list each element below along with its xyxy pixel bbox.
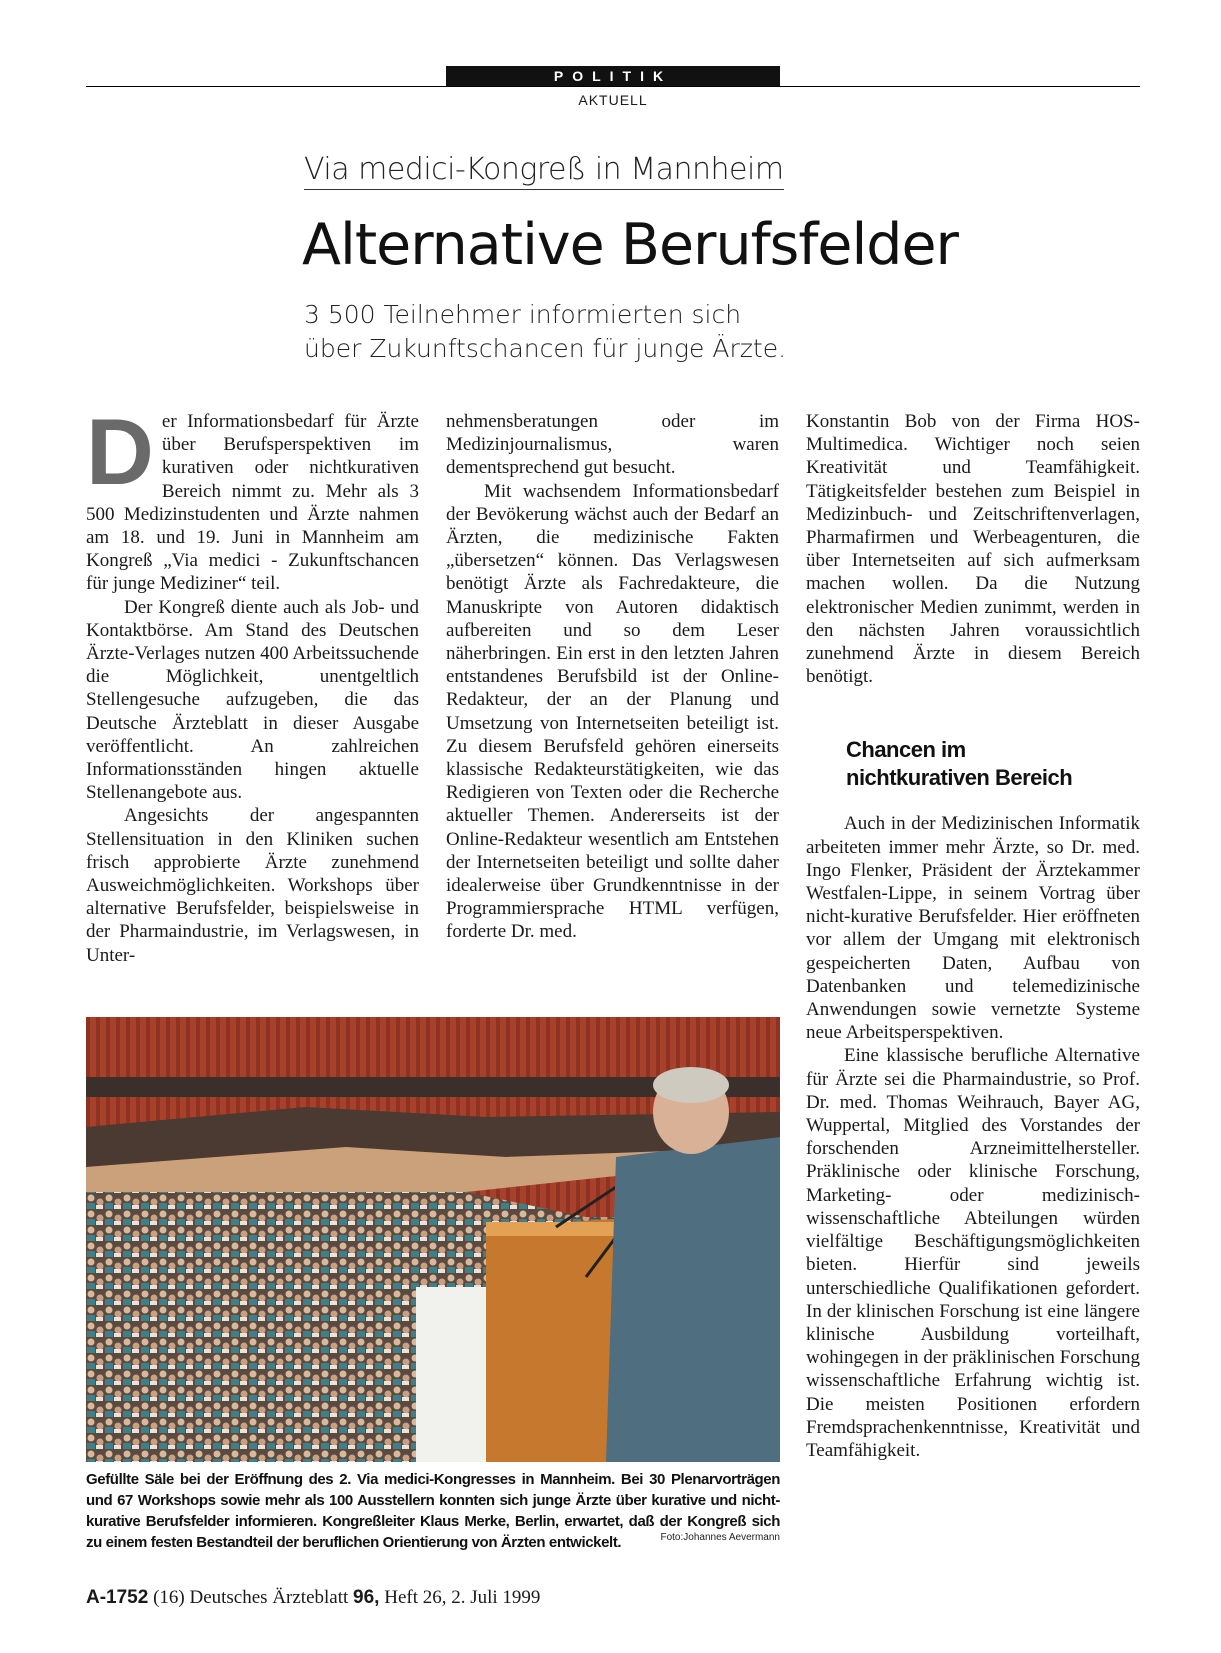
paragraph: Auch in der Medizinischen Informatik arbeiteten immer mehr Ärzte, so Dr. med. Ingo Flenker, Präsident der Ärztekammer Westfalen-Lippe, in seinem Vortrag über nicht-kurative Berufsfelder. Hier eröffneten vor allem der Umgang mit elektronisch gespeicherten Daten, Aufbau von Datenbanken und telemedizinische Anwendungen sowie vernetzte Systeme neue Arbeitsperspektiven.	[806, 813, 1140, 1044]
text-column-1	[86, 399, 419, 967]
footer-issue-prefix: (16) Deutsches Ärzteblatt	[153, 1587, 349, 1608]
subhead-line: nichtkurativen Bereich	[846, 765, 1073, 791]
subhead-line: Chancen im	[846, 737, 966, 763]
article-kicker: Via medici-Kongreß in Mannheim	[304, 152, 784, 190]
text-column-3	[806, 410, 1140, 1462]
paragraph: Der Kongreß diente auch als Job- und Kontaktbörse. Am Stand des Deutschen Ärzte-Verlages nutzen 400 Arbeitssuchende die Möglichkeit, unentgeltlich Stellengesuche aufzugeben, die das Deutsche Ärzteblatt in dieser Ausgabe veröffentlicht. An zahlreichen Informationsständen hingen aktuelle Stellenangebote aus.	[86, 596, 419, 804]
paragraph: Eine klassische berufliche Alternative für Ärzte sei die Pharmaindustrie, so Prof. Dr. med. Thomas Weihrauch, Bayer AG, Wuppertal, Mitglied des Vorstandes der forschenden Arzneimittelhersteller. Präklinische oder klinische Forschung, Marketing- oder medizinisch-wissenschaftliche Abteilungen würden vielfältige Beschäftigungsmöglichkeiten bieten. Hierfür sind jeweils unterschiedliche Qualifikationen gefordert. In der klinischen Forschung ist eine längere klinische Ausbildung vorteilhaft, wohingegen in der präklinischen Forschung wissenschaftliche Erfahrung wichtig ist. Die meisten Positionen erfordern Fremdsprachenkenntnisse, Kreativität und Teamfähigkeit.	[806, 1045, 1140, 1461]
page-footer	[86, 1587, 540, 1609]
subsection-label: AKTUELL	[578, 92, 648, 108]
teaser-line: 3 500 Teilnehmer informierten sich	[304, 300, 742, 329]
footer-issue-suffix: Heft 26, 2. Juli 1999	[384, 1587, 541, 1608]
photo-credit: Foto:Johannes Aevermann	[660, 1532, 780, 1543]
footer-volume: 96,	[353, 1587, 380, 1608]
article-subhead	[846, 736, 1140, 792]
article-headline: Alternative Berufsfelder	[302, 212, 958, 278]
header-rule	[86, 86, 1140, 87]
drop-cap: D	[86, 399, 154, 504]
photo-illustration	[86, 1017, 780, 1462]
section-label: POLITIK	[446, 66, 780, 86]
page-number: A-1752	[86, 1587, 149, 1608]
conference-photo	[86, 1017, 780, 1462]
article-teaser	[304, 298, 786, 366]
paragraph: Konstantin Bob von der Firma HOS-Multimedica. Wichtiger noch seien Kreativität und Teamfähigkeit. Tätigkeitsfelder bestehen zum Beispiel in Medizinbuch- und Zeitschriftenverlagen, Pharmafirmen und Werbeagenturen, die über Internetseiten auf sich aufmerksam machen wollen. Da die Nutzung elektronischer Medien zunimmt, werden in den nächsten Jahren voraussichtlich zunehmend Ärzte in diesem Bereich benötigt.	[806, 411, 1140, 688]
paragraph: Mit wachsendem Informationsbedarf der Bevökerung wächst auch der Bedarf an Ärzten, die medizinische Fakten „übersetzen“ können. Das Verlagswesen benötigt Ärzte als Fachredakteure, die Manuskripte von Autoren didaktisch aufbereiten und so dem Leser näherbringen. Ein erst in den letzten Jahren entstandenes Berufsbild ist der Online-Redakteur, der an der Planung und Umsetzung von Internetseiten beteiligt ist. Zu diesem Berufsfeld gehören einerseits klassische Redakteurstätigkeiten, wie das Redigieren von Texten oder die Recherche aktueller Themen. Andererseits ist der Online-Redakteur wesentlich am Entstehen der Internetseiten beteiligt und sollte daher idealerweise über Grundkenntnisse in der Programmiersprache HTML verfügen, forderte Dr. med.	[446, 480, 779, 943]
text-column-2	[446, 410, 779, 944]
paragraph: Angesichts der angespannten Stellensituation in den Kliniken suchen frisch approbierte Ärzte zunehmend Ausweichmöglichkeiten. Workshops über alternative Berufsfelder, beispielsweise in der Pharmaindustrie, im Verlagswesen, in Unter-	[86, 805, 419, 966]
photo-caption: Gefüllte Säle bei der Eröffnung des 2. Via medici-Kongresses in Mannheim. Bei 30 Plenarvorträgen und 67 Workshops sowie mehr als 100 Ausstellern konnten sich junge Ärzte über kurative und nicht-kurative Berufsfelder informieren. Kongreßleiter Klaus Merke, Berlin, erwartet, daß der Kongreß sich zu einem festen Bestandteil der beruflichen Orientierung von Ärzten entwickelt.	[86, 1471, 780, 1551]
paragraph: nehmensberatungen oder im Medizinjournalismus, waren dementsprechend gut besucht.	[446, 411, 779, 479]
speaker-jacket	[606, 1137, 780, 1462]
teaser-line: über Zukunftschancen für junge Ärzte.	[304, 334, 787, 363]
paragraph-text: er Informationsbedarf für Ärzte über Berufsperspektiven im kurativen oder nichtkurativen Bereich nimmt zu. Mehr als 3 500 Medizinstudenten und Ärzte nahmen am 18. und 19. Juni in Mannheim am Kongreß „Via medici - Zukunftschancen für junge Mediziner“ teil.	[86, 411, 419, 595]
speaker-hair	[653, 1067, 729, 1103]
paragraph	[86, 399, 419, 596]
